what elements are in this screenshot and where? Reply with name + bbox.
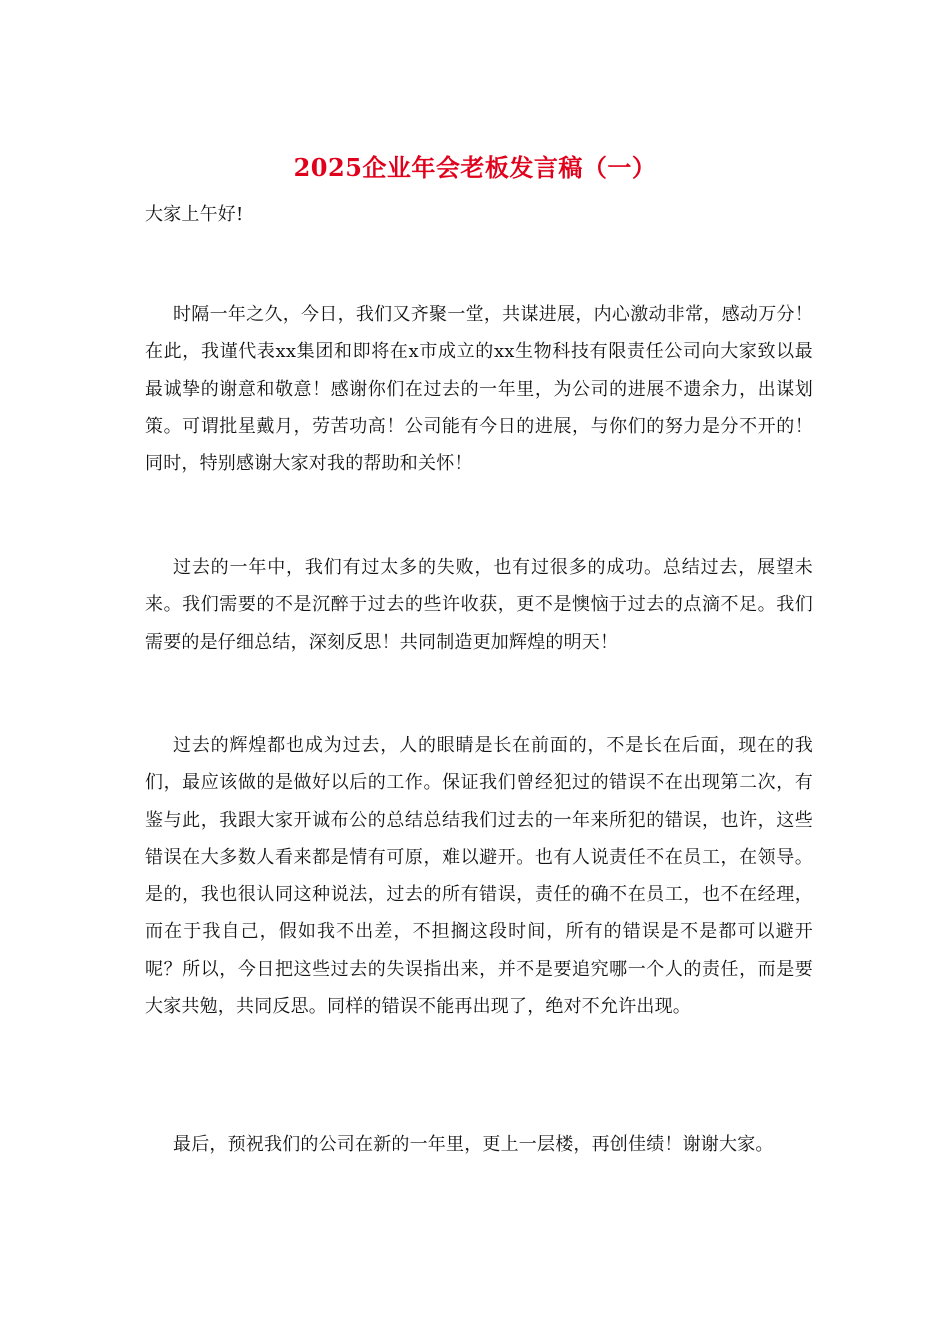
document-title: 2025企业年会老板发言稿（一） (293, 153, 657, 182)
paragraph-3: 过去的辉煌都也成为过去，人的眼睛是长在前面的，不是长在后面，现在的我们，最应该做的是做好以后的工作。保证我们曾经犯过的错误不在出现第二次，有鉴与此，我跟大家开诚布公的总结总结我们过去的一年来所犯的错误，也许，这些错误在大多数人看来都是情有可原，难以避开。也有人说责任不在员工，在领导。是的，我也很认同这种说法，过去的所有错误，责任的确不在员工，也不在经理，而在于我自己，假如我不出差，不担搁这段时间，所有的错误是不是都可以避开呢？所以，今日把这些过去的失误指出来，并不是要追究哪一个人的责任，而是要大家共勉，共同反思。同样的错误不能再出现了，绝对不允许出现。 (145, 735, 813, 1018)
paragraph-1: 时隔一年之久，今日，我们又齐聚一堂，共谋进展，内心激动非常，感动万分！在此，我谨代表xx集团和即将在x市成立的xx生物科技有限责任公司向大家致以最最诚挚的谢意和敬意！感谢你们在过去的一年里，为公司的进展不遗余力，出谋划策。可谓批星戴月，劳苦功高！公司能有今日的进展，与你们的努力是分不开的！同时，特别感谢大家对我的帮助和关怀！ (145, 304, 813, 475)
greeting-line: 大家上午好! (145, 204, 244, 225)
paragraph-4: 最后，预祝我们的公司在新的一年里，更上一层楼，再创佳绩！谢谢大家。 (173, 1134, 774, 1155)
paragraph-2: 过去的一年中，我们有过太多的失败，也有过很多的成功。总结过去，展望未来。我们需要的不是沉醉于过去的些许收获，更不是懊恼于过去的点滴不足。我们需要的是仔细总结，深刻反思！共同制造更加辉煌的明天！ (145, 557, 813, 653)
